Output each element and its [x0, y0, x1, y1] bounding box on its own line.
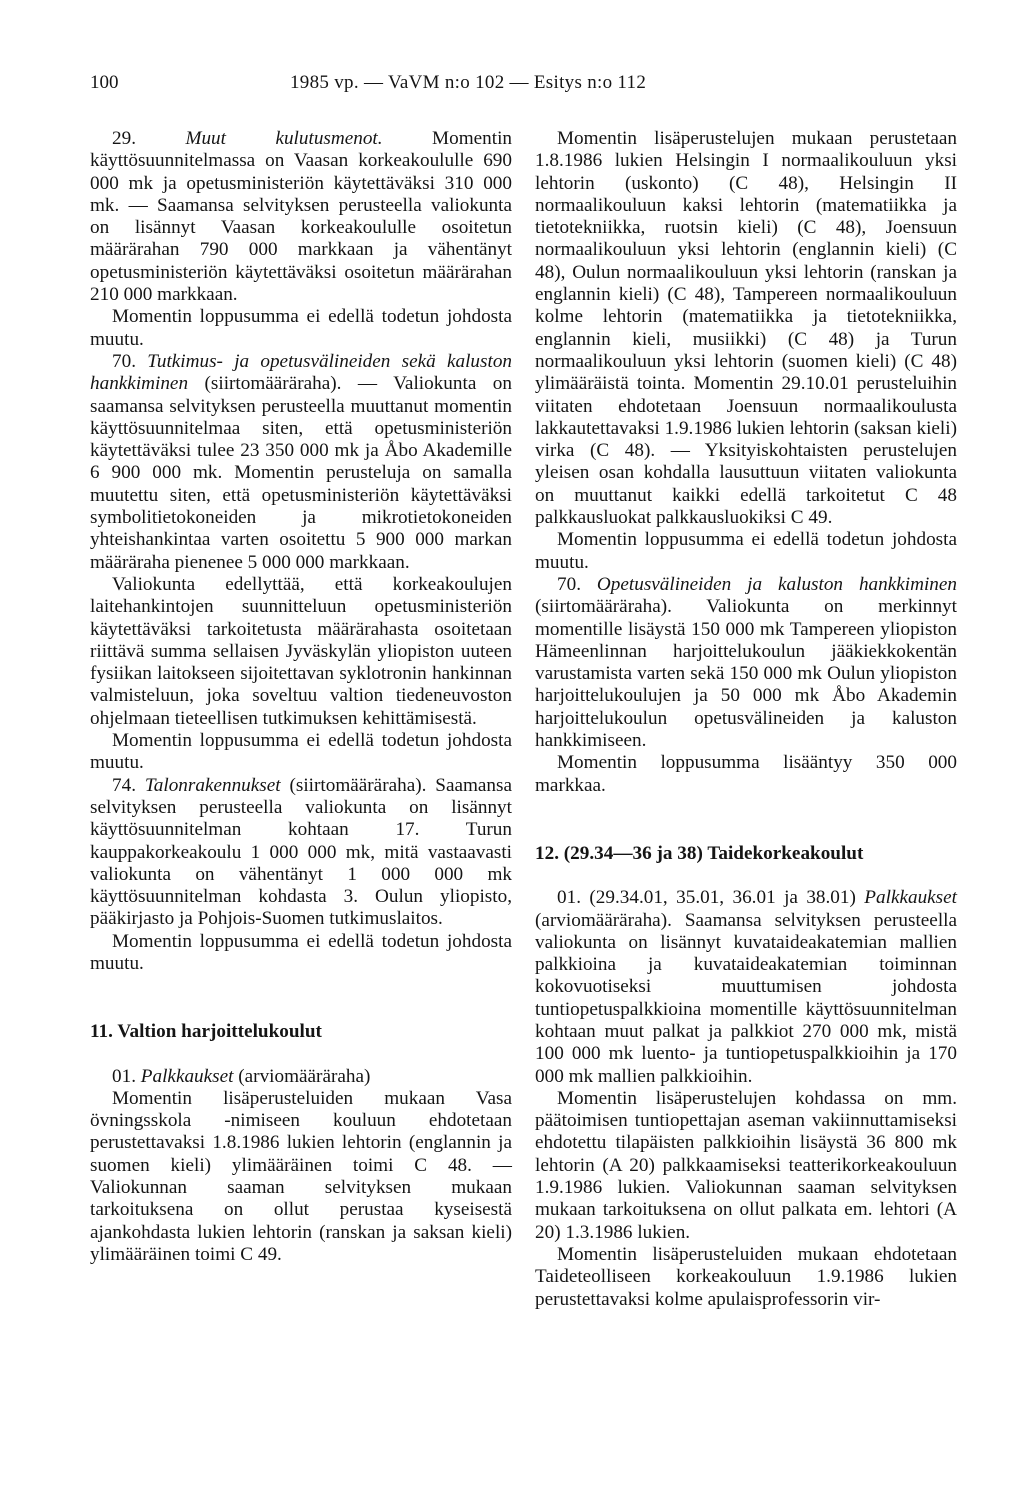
item-title: Muut kulutusmenot. [185, 128, 383, 149]
item-29-closing: Momentin loppusumma ei edellä todetun johdosta muutu. [90, 306, 512, 350]
item-number: 70. [112, 350, 148, 372]
spacer [90, 1044, 512, 1066]
item-number: 70. [557, 573, 597, 595]
item-text: (siirtomääräraha). Saamansa selvityksen perusteella valiokunta on lisännyt käyttösuunnitelman kohtaan 17. Turun kauppakorkeakoulu 1 000 000 mk, mitä vastaavasti valiokunta on vähentänyt 1 000 000 mk käyttösuunnitelman kohdasta 3. Oulun yliopisto, pääkirjasto ja Pohjois-Suomen tutkimuslaitos. [90, 774, 513, 930]
page-header [90, 72, 950, 102]
spacer [90, 975, 512, 1021]
item-text: Momentin käyttösuunnitelmassa on Vaasan korkeakoululle 690 000 mk ja opetusministeriön käytettäväksi 310 000 mk. — Saamansa selvityksen perusteella valiokunta on lisännyt Vaasan korkeakoululle osoitetun määrärahan 790 000 markkaan ja vähentänyt opetusministeriön käytettäväksi osoitetun määrärahan 210 000 markkaan. [90, 128, 513, 306]
item-70-closing: Momentin loppusumma ei edellä todetun johdosta muutu. [90, 730, 512, 774]
continued-paragraph: Momentin lisäperustelujen mukaan perustetaan 1.8.1986 lukien Helsingin I normaalikouluun yksi lehtorin (uskonto) (C 48), Helsingin II normaalikouluun kaksi lehtorin (matematiikka ja tietotekniikka, ruotsin kieli) (C 48), Joensuun normaalikouluun yksi lehtorin (englannin kieli) (C 48), Oulun normaalikouluun yksi lehtorin (ranskan ja englannin kieli) (C 48), Tampereen normaalikouluun kolme lehtorin (matematiikka ja tietotekniikka, englannin kieli, musiikki) (C 48) ja Turun normaalikouluun yksi lehtorin (suomen kieli) (C 48) ylimääräistä tointa. Momentin 29.10.01 perusteluihin viitaten ehdotetaan Joensuun normaalikoulusta lakkautettavaksi 1.9.1986 lukien lehtorin (saksan kieli) virka (C 48). — Yksityiskohtaisten perustelujen yleisen osan kohdalla lausuttuun viitaten valiokunta on muuttanut kaikki edellä tarkoitetut C 48 palkkausluokat palkkausluokiksi C 49. [535, 128, 957, 529]
left-column [90, 128, 512, 1266]
item-01-paragraph [90, 1066, 512, 1088]
continued-closing: Momentin loppusumma ei edellä todetun johdosta muutu. [535, 529, 957, 573]
item-text: (arviomääräraha) [233, 1065, 371, 1087]
spacer [535, 865, 957, 887]
item-01-paragraph-3: Momentin lisäperusteluiden mukaan ehdotetaan Taideteolliseen korkeakouluun 1.9.1986 lukien perustettavaksi kolme apulaisprofessorin vir- [535, 1243, 957, 1310]
item-74-paragraph [90, 775, 512, 931]
item-29-paragraph [90, 128, 512, 306]
item-74-closing: Momentin loppusumma ei edellä todetun johdosta muutu. [90, 930, 512, 974]
item-title: Talonrakennukset [144, 774, 281, 796]
spacer [535, 797, 957, 843]
item-01-paragraph-2: Momentin lisäperustelujen kohdassa on mm. päätoimisen tuntiopettajan aseman vakiinnuttamiseksi ehdotettu tilapäisten palkkioihin lisäystä 36 800 mk lehtorin (A 20) palkkaamiseksi teatterikorkeakouluun 1.9.1986 lukien. Valiokunnan saaman selvityksen mukaan tarkoituksena on ollut palkata em. lehtori (A 20) 1.3.1986 lukien. [535, 1087, 957, 1243]
page-number: 100 [90, 72, 119, 93]
section-11-heading: 11. Valtion harjoittelukoulut [90, 1021, 322, 1043]
item-number: 01. [112, 1065, 141, 1087]
item-number: 29. [112, 128, 186, 149]
item-number: 74. [112, 774, 145, 796]
item-70-closing: Momentin loppusumma lisääntyy 350 000 markkaa. [535, 752, 957, 796]
item-title: Tutkimus- ja opetusvälineiden sekä kaluston hankkiminen [90, 350, 513, 395]
item-text: (siirtomääräraha). — Valiokunta on saamansa selvityksen perusteella muuttanut momentin käyttösuunnitelmaa siten, että opetusministeriön käytettäväksi tulee 23 350 000 mk ja Åbo Akademille 6 900 000 mk. Momentin perusteluja on samalla muutettu siten, että opetusministeriön käytettäväksi symbolitietokoneiden ja mikrotietokoneiden yhteishankintaa varten osoitettu 5 900 000 markan määräraha pienenee 5 000 000 markkaan. [90, 373, 512, 573]
item-70-paragraph-2: Valiokunta edellyttää, että korkeakoulujen laitehankintojen suunnitteluun opetusministeriön käytettäväksi tarkoitetusta määrärahasta osoitetaan riittävä summa sellaisen Jyväskylän yliopiston uuteen fysiikan laitokseen sijoitettavan syklotronin hankinnan valmisteluun, joka soveltuu valtion tiedeneuvoston ohjelmaan tieteellisen tutkimuksen kehittämisestä. [90, 573, 512, 729]
running-title: 1985 vp. — VaVM n:o 102 — Esitys n:o 112 [290, 72, 647, 93]
item-title: Opetusvälineiden ja kaluston hankkiminen [596, 573, 957, 595]
item-text: (siirtomääräraha). Valiokunta on merkinnyt momentille lisäystä 150 000 mk Tampereen yliopiston Hämeenlinnan harjoittelukoulun jääkiekkokentän varustamista varten sekä 150 000 mk Oulun yliopiston harjoittelukoulujen ja 50 000 mk Åbo Akademin harjoittelukoulun opetusvälineiden ja kaluston hankkimiseen. [535, 596, 957, 752]
section-12-heading: 12. (29.34—36 ja 38) Taidekorkeakoulut [535, 842, 864, 864]
item-text: (arviomääräraha). Saamansa selvityksen perusteella valiokunta on lisännyt kuvataideakatemian mallien palkkioina ja kuvataideakatemian toiminnan kokovuotiseksi muuttumisen johdosta tuntiopetuspalkkioina momentille käyttösuunnitelman kohtaan muut palkat ja palkkiot 270 000 mk, mistä 100 000 mk luento- ja tuntiopetuspalkkioihin ja 170 000 mk mallien palkkioihin. [535, 909, 957, 1087]
item-title: Palkkaukset [140, 1065, 234, 1087]
item-70-paragraph [535, 574, 957, 752]
item-title: Palkkaukset [864, 887, 957, 909]
right-column [535, 128, 957, 1311]
item-01-paragraph-2: Momentin lisäperusteluiden mukaan Vasa övningsskola -nimiseen kouluun ehdotetaan perustettavaksi 1.8.1986 lukien lehtorin (englannin ja suomen kieli) ylimääräinen toimi C 48. — Valiokunnan saaman selvityksen mukaan tarkoituksena on ollut perustaa kyseisestä ajankohdasta lukien lehtorin (ranskan ja saksan kieli) ylimääräinen toimi C 49. [90, 1087, 512, 1265]
item-70-paragraph [90, 351, 512, 574]
item-number: 01. (29.34.01, 35.01, 36.01 ja 38.01) [557, 887, 865, 909]
item-01-paragraph [535, 887, 957, 1088]
